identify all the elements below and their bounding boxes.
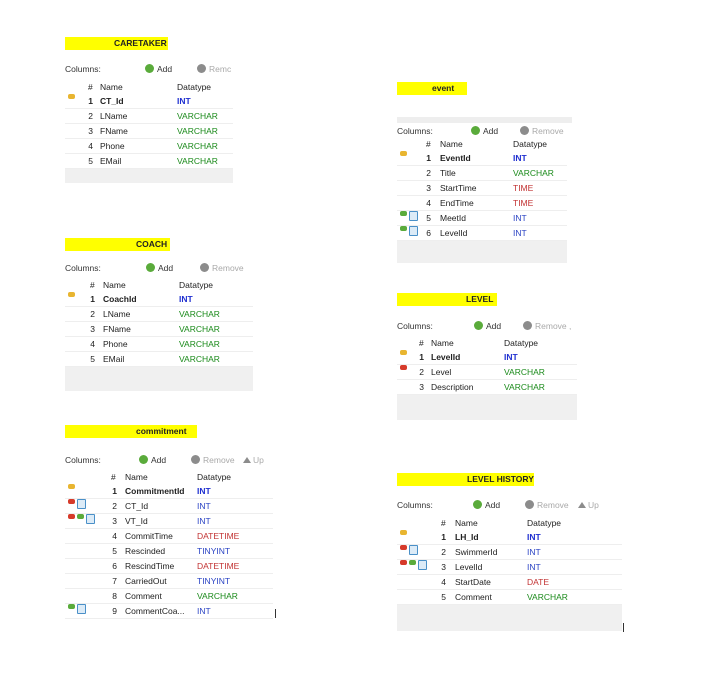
column-number: 3 bbox=[112, 516, 117, 526]
column-name: FName bbox=[100, 126, 128, 136]
column-datatype: INT bbox=[513, 228, 527, 238]
remove-icon bbox=[520, 126, 529, 135]
column-name: FName bbox=[103, 324, 131, 334]
column-row[interactable] bbox=[65, 94, 233, 109]
column-row[interactable] bbox=[65, 139, 233, 154]
column-datatype: VARCHAR bbox=[177, 156, 218, 166]
datatype-header: Datatype bbox=[179, 280, 214, 290]
remove-icon bbox=[197, 64, 206, 73]
column-row[interactable] bbox=[65, 514, 273, 529]
column-number: 6 bbox=[426, 228, 431, 238]
column-name: CommitmentId bbox=[125, 486, 185, 496]
column-row[interactable] bbox=[65, 604, 273, 619]
column-number: 4 bbox=[112, 531, 117, 541]
column-name: RescindTime bbox=[125, 561, 175, 571]
column-name: VT_Id bbox=[125, 516, 148, 526]
up-button[interactable]: Up bbox=[578, 497, 599, 513]
column-number: 4 bbox=[441, 577, 446, 587]
text-cursor bbox=[275, 609, 276, 618]
column-row[interactable] bbox=[397, 211, 567, 226]
add-icon bbox=[139, 455, 148, 464]
column-number: 4 bbox=[426, 198, 431, 208]
datatype-header: Datatype bbox=[513, 139, 548, 149]
index-icon bbox=[409, 545, 418, 555]
column-name: StartDate bbox=[455, 577, 491, 587]
column-number: 2 bbox=[441, 547, 446, 557]
columns-toolbar bbox=[397, 318, 577, 334]
column-datatype: INT bbox=[527, 562, 541, 572]
index-icon bbox=[409, 226, 418, 236]
column-datatype: VARCHAR bbox=[513, 168, 554, 178]
column-number: 9 bbox=[112, 606, 117, 616]
grid-header bbox=[397, 336, 577, 350]
column-row[interactable] bbox=[65, 322, 253, 337]
column-datatype: VARCHAR bbox=[177, 126, 218, 136]
grid-header bbox=[65, 278, 253, 292]
add-button[interactable]: Add bbox=[473, 497, 500, 513]
column-row[interactable] bbox=[397, 350, 577, 365]
columns-grid bbox=[397, 516, 622, 631]
name-header: Name bbox=[103, 280, 126, 290]
columns-toolbar bbox=[65, 61, 235, 77]
column-row[interactable] bbox=[65, 109, 233, 124]
column-number: 3 bbox=[426, 183, 431, 193]
primary-key-icon bbox=[400, 350, 407, 355]
remove-button[interactable]: Remove bbox=[191, 452, 235, 468]
datatype-header: Datatype bbox=[177, 82, 212, 92]
column-row[interactable] bbox=[397, 380, 577, 395]
column-datatype: TINYINT bbox=[197, 576, 231, 586]
column-datatype: TIME bbox=[513, 198, 534, 208]
index-icon bbox=[409, 211, 418, 221]
table-title: CARETAKER bbox=[65, 37, 168, 50]
hash-header: # bbox=[88, 82, 93, 92]
primary-key-icon bbox=[400, 151, 407, 156]
column-name: Description bbox=[431, 382, 474, 392]
add-button[interactable]: Add bbox=[471, 123, 498, 139]
column-number: 5 bbox=[112, 546, 117, 556]
column-name: Comment bbox=[455, 592, 492, 602]
column-row[interactable] bbox=[397, 151, 567, 166]
column-datatype: TIME bbox=[513, 183, 534, 193]
column-name: Phone bbox=[103, 339, 128, 349]
table-level bbox=[397, 293, 577, 423]
columns-label: Columns: bbox=[397, 126, 433, 136]
hash-header: # bbox=[426, 139, 431, 149]
datatype-header: Datatype bbox=[527, 518, 562, 528]
column-number: 1 bbox=[441, 532, 446, 542]
column-number: 5 bbox=[88, 156, 93, 166]
column-name: SwimmerId bbox=[455, 547, 498, 557]
column-name: CT_Id bbox=[125, 501, 149, 511]
key-icon bbox=[409, 560, 416, 565]
column-row[interactable] bbox=[65, 589, 273, 604]
column-name: Comment bbox=[125, 591, 162, 601]
column-number: 8 bbox=[112, 591, 117, 601]
foreign-key-icon bbox=[400, 365, 407, 370]
primary-key-icon bbox=[68, 292, 75, 297]
text-cursor bbox=[623, 623, 624, 632]
add-button[interactable]: Add bbox=[146, 260, 173, 276]
column-datatype: INT bbox=[513, 153, 527, 163]
key-icon bbox=[400, 211, 407, 216]
column-number: 5 bbox=[90, 354, 95, 364]
column-name: CommentCoa... bbox=[125, 606, 185, 616]
columns-toolbar bbox=[397, 117, 572, 139]
hash-header: # bbox=[90, 280, 95, 290]
grid-header bbox=[65, 80, 233, 94]
hash-header: # bbox=[111, 472, 116, 482]
add-button[interactable]: Add bbox=[145, 61, 172, 77]
column-datatype: INT bbox=[504, 352, 518, 362]
table-title: event bbox=[397, 82, 467, 95]
column-row[interactable] bbox=[65, 292, 253, 307]
column-row[interactable] bbox=[65, 484, 273, 499]
columns-label: Columns: bbox=[397, 500, 433, 510]
column-name: CommitTime bbox=[125, 531, 173, 541]
columns-label: Columns: bbox=[65, 455, 101, 465]
grid-header bbox=[397, 137, 567, 151]
column-name: CoachId bbox=[103, 294, 137, 304]
hash-header: # bbox=[419, 338, 424, 348]
column-datatype: VARCHAR bbox=[527, 592, 568, 602]
column-row[interactable] bbox=[397, 575, 622, 590]
column-row[interactable] bbox=[397, 530, 622, 545]
key-icon bbox=[68, 604, 75, 609]
name-header: Name bbox=[455, 518, 478, 528]
table-title: COACH bbox=[65, 238, 170, 251]
column-datatype: INT bbox=[197, 501, 211, 511]
column-row[interactable] bbox=[65, 559, 273, 574]
column-datatype: INT bbox=[527, 547, 541, 557]
add-button[interactable]: Add bbox=[474, 318, 501, 334]
column-name: LevelId bbox=[431, 352, 461, 362]
remove-button[interactable]: Remc bbox=[197, 61, 231, 77]
column-row[interactable] bbox=[65, 529, 273, 544]
column-number: 2 bbox=[419, 367, 424, 377]
columns-grid bbox=[397, 137, 567, 263]
table-commitment bbox=[65, 425, 280, 625]
column-row[interactable] bbox=[65, 154, 233, 169]
column-number: 4 bbox=[90, 339, 95, 349]
column-datatype: INT bbox=[527, 532, 541, 542]
column-row[interactable] bbox=[397, 365, 577, 380]
up-button[interactable]: Up bbox=[243, 452, 264, 468]
column-number: 1 bbox=[112, 486, 117, 496]
column-number: 6 bbox=[112, 561, 117, 571]
add-button[interactable]: Add bbox=[139, 452, 166, 468]
column-row[interactable] bbox=[397, 545, 622, 560]
column-datatype: VARCHAR bbox=[179, 324, 220, 334]
column-name: LName bbox=[103, 309, 131, 319]
name-header: Name bbox=[440, 139, 463, 149]
column-number: 5 bbox=[426, 213, 431, 223]
columns-toolbar bbox=[397, 497, 627, 513]
key-icon bbox=[400, 226, 407, 231]
column-row[interactable] bbox=[65, 124, 233, 139]
table-title: LEVEL bbox=[397, 293, 497, 306]
column-number: 3 bbox=[441, 562, 446, 572]
up-arrow-icon bbox=[243, 457, 251, 463]
column-row[interactable] bbox=[397, 166, 567, 181]
foreign-key-icon bbox=[68, 499, 75, 504]
table-level-history bbox=[397, 473, 627, 638]
column-name: MeetId bbox=[440, 213, 466, 223]
add-icon bbox=[471, 126, 480, 135]
remove-icon bbox=[200, 263, 209, 272]
column-row[interactable] bbox=[397, 196, 567, 211]
column-number: 1 bbox=[90, 294, 95, 304]
remove-button[interactable]: Remove bbox=[525, 497, 569, 513]
index-icon bbox=[418, 560, 427, 570]
table-caretaker bbox=[65, 37, 235, 187]
add-icon bbox=[146, 263, 155, 272]
column-datatype: VARCHAR bbox=[179, 309, 220, 319]
column-name: LH_Id bbox=[455, 532, 479, 542]
column-number: 2 bbox=[112, 501, 117, 511]
column-number: 1 bbox=[88, 96, 93, 106]
columns-label: Columns: bbox=[397, 321, 433, 331]
foreign-key-icon bbox=[400, 560, 407, 565]
remove-icon bbox=[525, 500, 534, 509]
table-title: LEVEL HISTORY bbox=[397, 473, 534, 486]
column-datatype: DATETIME bbox=[197, 531, 240, 541]
column-row[interactable] bbox=[397, 226, 567, 241]
column-row[interactable] bbox=[397, 181, 567, 196]
column-datatype: INT bbox=[513, 213, 527, 223]
add-icon bbox=[145, 64, 154, 73]
remove-button[interactable]: Remove , bbox=[523, 318, 571, 334]
grid-header bbox=[65, 470, 273, 484]
column-row[interactable] bbox=[65, 352, 253, 367]
remove-icon bbox=[523, 321, 532, 330]
column-name: LName bbox=[100, 111, 128, 121]
column-name: EndTime bbox=[440, 198, 474, 208]
column-datatype: DATE bbox=[527, 577, 550, 587]
columns-toolbar bbox=[65, 260, 255, 276]
column-row[interactable] bbox=[397, 560, 622, 575]
column-name: EMail bbox=[100, 156, 122, 166]
column-name: EventId bbox=[440, 153, 471, 163]
index-icon bbox=[86, 514, 95, 524]
column-name: Rescinded bbox=[125, 546, 166, 556]
name-header: Name bbox=[100, 82, 123, 92]
column-name: StartTime bbox=[440, 183, 477, 193]
column-datatype: VARCHAR bbox=[179, 354, 220, 364]
primary-key-icon bbox=[68, 94, 75, 99]
primary-key-icon bbox=[68, 484, 75, 489]
key-icon bbox=[77, 514, 84, 519]
column-number: 2 bbox=[90, 309, 95, 319]
name-header: Name bbox=[431, 338, 454, 348]
name-header: Name bbox=[125, 472, 148, 482]
foreign-key-icon bbox=[68, 514, 75, 519]
column-number: 3 bbox=[90, 324, 95, 334]
datatype-header: Datatype bbox=[504, 338, 539, 348]
column-number: 3 bbox=[419, 382, 424, 392]
columns-toolbar bbox=[65, 452, 280, 468]
column-datatype: INT bbox=[197, 606, 211, 616]
table-event bbox=[397, 82, 572, 267]
column-name: EMail bbox=[103, 354, 125, 364]
up-arrow-icon bbox=[578, 502, 586, 508]
remove-icon bbox=[191, 455, 200, 464]
column-number: 5 bbox=[441, 592, 446, 602]
column-row[interactable] bbox=[65, 499, 273, 514]
column-number: 1 bbox=[426, 153, 431, 163]
column-number: 7 bbox=[112, 576, 117, 586]
add-icon bbox=[473, 500, 482, 509]
remove-button[interactable]: Remove bbox=[200, 260, 244, 276]
column-name: Title bbox=[440, 168, 456, 178]
column-name: CarriedOut bbox=[125, 576, 167, 586]
add-icon bbox=[474, 321, 483, 330]
columns-grid bbox=[65, 470, 273, 618]
column-number: 2 bbox=[88, 111, 93, 121]
column-datatype: VARCHAR bbox=[177, 141, 218, 151]
column-datatype: INT bbox=[179, 294, 193, 304]
remove-button[interactable]: Remove bbox=[520, 123, 564, 139]
column-number: 3 bbox=[88, 126, 93, 136]
table-title: commitment bbox=[65, 425, 197, 438]
columns-grid bbox=[397, 336, 577, 420]
column-datatype: VARCHAR bbox=[197, 591, 238, 601]
datatype-header: Datatype bbox=[197, 472, 232, 482]
primary-key-icon bbox=[400, 530, 407, 535]
column-row[interactable] bbox=[65, 574, 273, 589]
column-name: LevelId bbox=[440, 228, 468, 238]
column-datatype: VARCHAR bbox=[179, 339, 220, 349]
column-number: 2 bbox=[426, 168, 431, 178]
columns-grid bbox=[65, 80, 233, 183]
column-name: LevelId bbox=[455, 562, 483, 572]
column-name: CT_Id bbox=[100, 96, 124, 106]
column-row[interactable] bbox=[397, 590, 622, 605]
columns-label: Columns: bbox=[65, 64, 101, 74]
column-number: 1 bbox=[419, 352, 424, 362]
column-name: Level bbox=[431, 367, 452, 377]
column-row[interactable] bbox=[65, 337, 253, 352]
hash-header: # bbox=[441, 518, 446, 528]
column-datatype: TINYINT bbox=[197, 546, 231, 556]
index-icon bbox=[77, 499, 86, 509]
column-datatype: VARCHAR bbox=[177, 111, 218, 121]
table-coach bbox=[65, 238, 255, 398]
index-icon bbox=[77, 604, 86, 614]
column-datatype: INT bbox=[197, 486, 211, 496]
columns-label: Columns: bbox=[65, 263, 101, 273]
column-row[interactable] bbox=[65, 307, 253, 322]
column-datatype: INT bbox=[177, 96, 191, 106]
column-row[interactable] bbox=[65, 544, 273, 559]
column-datatype: VARCHAR bbox=[504, 367, 545, 377]
column-datatype: VARCHAR bbox=[504, 382, 545, 392]
column-datatype: INT bbox=[197, 516, 211, 526]
column-number: 4 bbox=[88, 141, 93, 151]
grid-header bbox=[397, 516, 622, 530]
column-datatype: DATETIME bbox=[197, 561, 240, 571]
foreign-key-icon bbox=[400, 545, 407, 550]
columns-grid bbox=[65, 278, 253, 391]
column-name: Phone bbox=[100, 141, 125, 151]
